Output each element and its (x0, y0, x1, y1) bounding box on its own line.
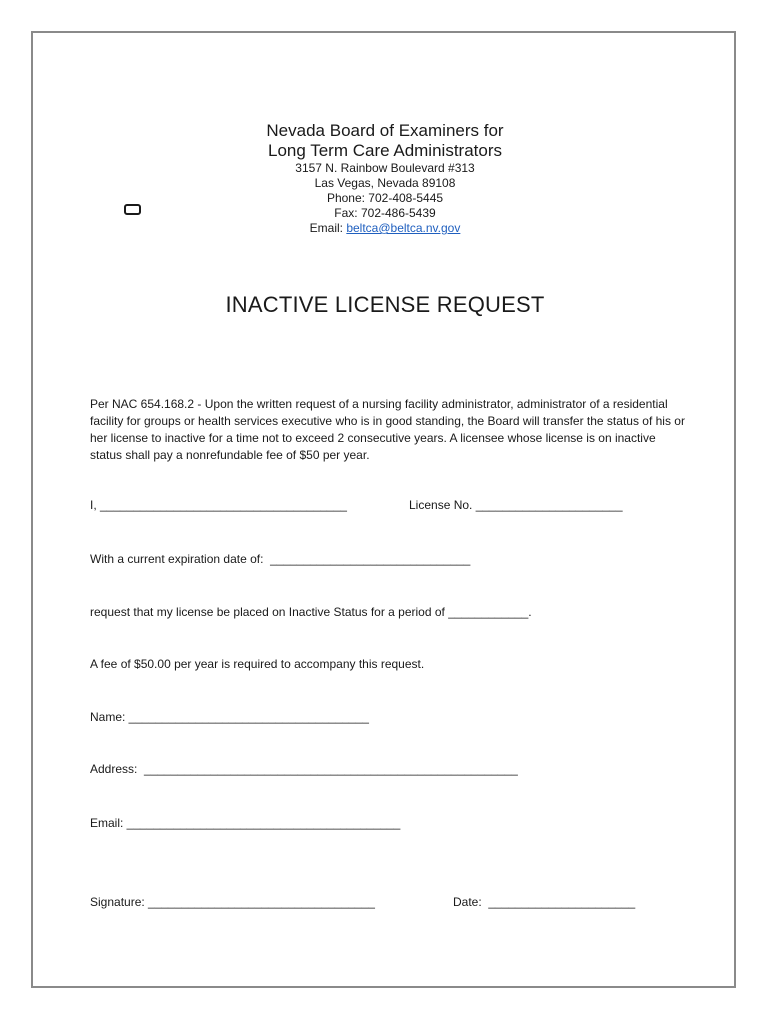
email-link[interactable]: beltca@beltca.nv.gov (346, 221, 461, 235)
letterhead (0, 121, 770, 236)
address-line-2: Las Vegas, Nevada 89108 (314, 176, 456, 190)
email-line (0, 221, 770, 236)
fee-note: A fee of $50.00 per year is required to accompany this request. (90, 657, 425, 671)
intro-paragraph: Per NAC 654.168.2 - Upon the written request of a nursing facility administrator, administrator of a residential facility for groups or health services executive who is in good standing, the Board will transfer the status of his or her license to inactive for a time not to exceed 2 consecutive years. A licensee whose license is on inactive status shall pay a nonrefundable fee of $50 per year. (90, 397, 685, 462)
fax-line: Fax: 702-486-5439 (334, 206, 436, 220)
org-name-line-2: Long Term Care Administrators (267, 141, 502, 160)
document-title: INACTIVE LICENSE REQUEST (225, 292, 545, 317)
date-field[interactable]: Date: ______________________ (453, 895, 636, 909)
email-field[interactable]: Email: _________________________________________ (90, 816, 401, 830)
expiration-date-field[interactable]: With a current expiration date of: ______________________________ (90, 552, 471, 566)
address-field[interactable]: Address: ________________________________________________________ (90, 762, 518, 776)
name-field[interactable]: Name: ____________________________________ (90, 710, 369, 724)
address-line-1: 3157 N. Rainbow Boulevard #313 (295, 161, 475, 175)
phone-line: Phone: 702-408-5445 (326, 191, 444, 205)
org-name-line-1: Nevada Board of Examiners for (266, 121, 504, 140)
signature-field[interactable]: Signature: __________________________________ (90, 895, 375, 909)
licensee-name-field[interactable]: I, _____________________________________ (90, 498, 347, 512)
inactive-period-field[interactable]: request that my license be placed on Inactive Status for a period of ____________. (90, 605, 532, 619)
email-label: Email: (309, 221, 347, 235)
license-number-field[interactable]: License No. ______________________ (409, 498, 623, 512)
